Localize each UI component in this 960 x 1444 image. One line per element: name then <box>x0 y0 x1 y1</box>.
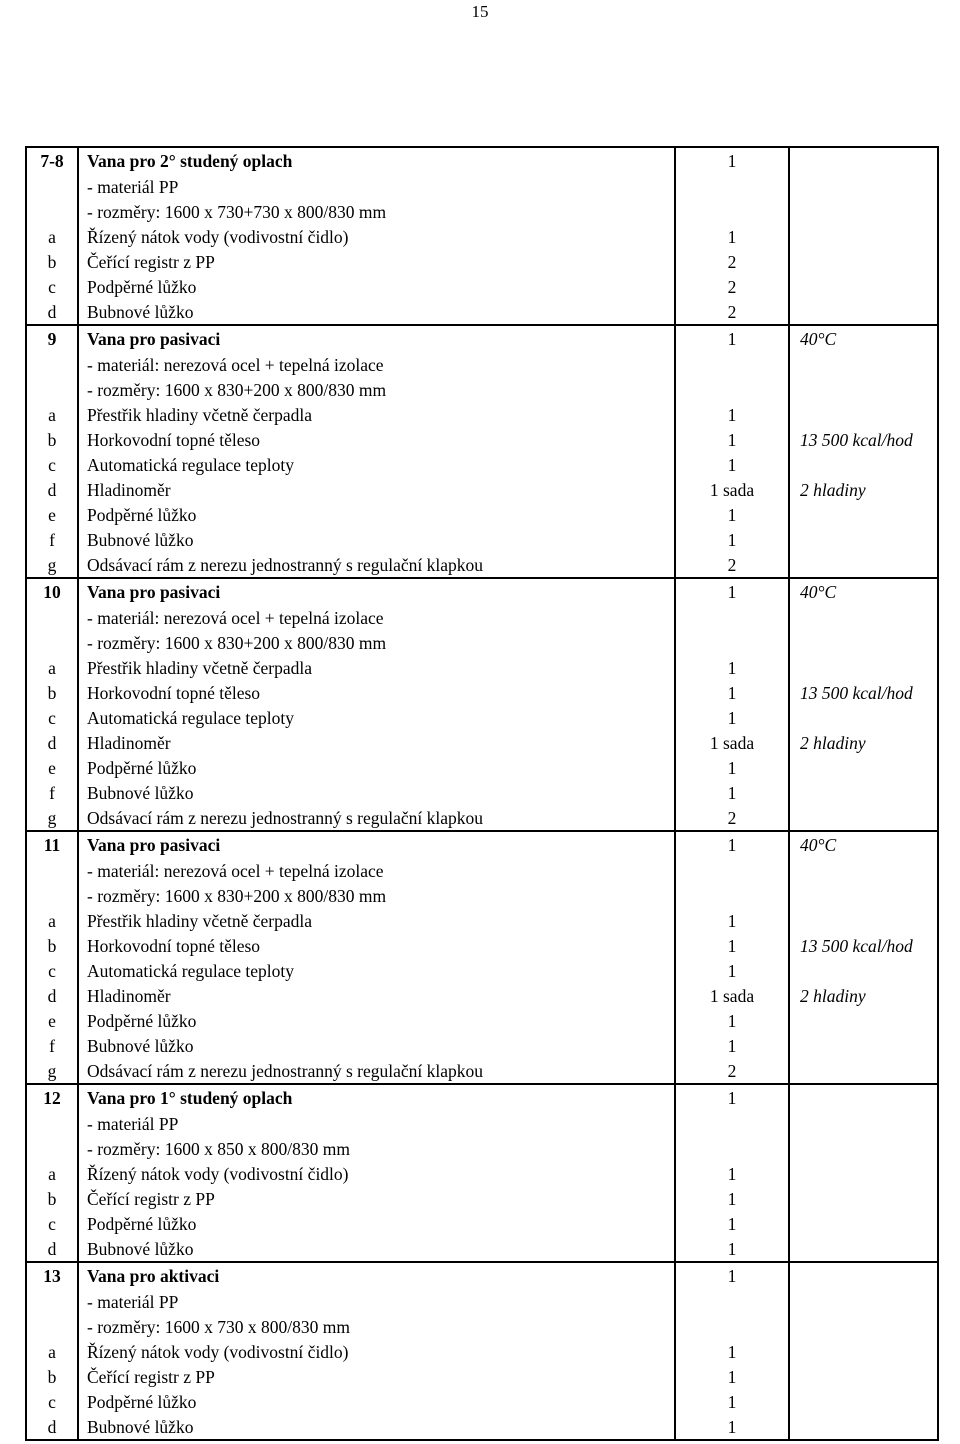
row-id-cell: d <box>26 477 78 502</box>
table-row-section-header <box>26 1084 938 1111</box>
row-item-cell: Bubnové lůžko <box>78 527 675 552</box>
equipment-table <box>25 146 939 1441</box>
row-qty-cell: 2 <box>675 552 789 578</box>
row-item-cell: Odsávací rám z nerezu jednostranný s regulační klapkou <box>78 552 675 578</box>
row-qty-cell <box>675 199 789 224</box>
row-qty-cell <box>675 352 789 377</box>
row-item-cell: Vana pro 2° studený oplach <box>78 147 675 174</box>
table-row <box>26 1211 938 1236</box>
row-id-cell: g <box>26 805 78 831</box>
row-id-cell: a <box>26 402 78 427</box>
row-item-cell: Přestřik hladiny včetně čerpadla <box>78 908 675 933</box>
row-qty-cell <box>675 883 789 908</box>
row-note-cell <box>789 174 938 199</box>
row-qty-cell: 2 <box>675 299 789 325</box>
row-qty-cell: 1 <box>675 908 789 933</box>
row-qty-cell: 1 <box>675 402 789 427</box>
table-row <box>26 1033 938 1058</box>
row-id-cell: e <box>26 755 78 780</box>
row-qty-cell: 1 sada <box>675 983 789 1008</box>
row-id-cell: c <box>26 705 78 730</box>
row-note-cell <box>789 502 938 527</box>
row-item-cell: Horkovodní topné těleso <box>78 680 675 705</box>
row-item-cell: Řízený nátok vody (vodivostní čidlo) <box>78 1161 675 1186</box>
row-qty-cell: 1 <box>675 1339 789 1364</box>
row-qty-cell: 1 <box>675 780 789 805</box>
row-item-cell: Podpěrné lůžko <box>78 1389 675 1414</box>
row-id-cell: g <box>26 1058 78 1084</box>
table-row <box>26 427 938 452</box>
row-id-cell: a <box>26 224 78 249</box>
row-item-cell: Čeřící registr z PP <box>78 1364 675 1389</box>
row-note-cell <box>789 655 938 680</box>
row-item-cell: - rozměry: 1600 x 730 x 800/830 mm <box>78 1314 675 1339</box>
row-note-cell: 40°C <box>789 831 938 858</box>
table-row <box>26 958 938 983</box>
row-id-cell <box>26 1136 78 1161</box>
row-item-cell: Bubnové lůžko <box>78 1236 675 1262</box>
row-note-cell <box>789 452 938 477</box>
row-note-cell <box>789 249 938 274</box>
row-item-cell: Vana pro 1° studený oplach <box>78 1084 675 1111</box>
row-note-cell: 2 hladiny <box>789 730 938 755</box>
row-note-cell <box>789 402 938 427</box>
row-note-cell <box>789 1084 938 1111</box>
table-row <box>26 377 938 402</box>
row-item-cell: - materiál PP <box>78 1289 675 1314</box>
row-id-cell: c <box>26 452 78 477</box>
row-note-cell <box>789 805 938 831</box>
row-qty-cell: 1 <box>675 1186 789 1211</box>
row-note-cell: 2 hladiny <box>789 983 938 1008</box>
table-row <box>26 1008 938 1033</box>
row-id-cell: b <box>26 1364 78 1389</box>
row-id-cell: f <box>26 780 78 805</box>
row-qty-cell: 1 <box>675 1084 789 1111</box>
table-row <box>26 983 938 1008</box>
row-id-cell <box>26 630 78 655</box>
row-note-cell <box>789 1414 938 1440</box>
row-id-cell: e <box>26 1008 78 1033</box>
row-item-cell: - rozměry: 1600 x 830+200 x 800/830 mm <box>78 630 675 655</box>
row-id-cell: 12 <box>26 1084 78 1111</box>
row-id-cell <box>26 605 78 630</box>
row-note-cell: 13 500 kcal/hod <box>789 680 938 705</box>
row-note-cell <box>789 224 938 249</box>
row-note-cell <box>789 1161 938 1186</box>
page-number: 15 <box>471 2 489 21</box>
row-note-cell <box>789 1211 938 1236</box>
table-row <box>26 1314 938 1339</box>
row-id-cell: 11 <box>26 831 78 858</box>
row-item-cell: Čeřící registr z PP <box>78 249 675 274</box>
row-note-cell <box>789 908 938 933</box>
row-qty-cell <box>675 1289 789 1314</box>
row-qty-cell: 1 <box>675 1033 789 1058</box>
row-item-cell: Bubnové lůžko <box>78 1414 675 1440</box>
row-item-cell: Vana pro aktivaci <box>78 1262 675 1289</box>
row-note-cell: 13 500 kcal/hod <box>789 933 938 958</box>
table-row <box>26 755 938 780</box>
row-id-cell <box>26 352 78 377</box>
row-item-cell: - materiál PP <box>78 174 675 199</box>
row-note-cell <box>789 1314 938 1339</box>
row-id-cell: c <box>26 1211 78 1236</box>
row-note-cell <box>789 527 938 552</box>
row-qty-cell <box>675 605 789 630</box>
table-row <box>26 1161 938 1186</box>
row-id-cell: b <box>26 427 78 452</box>
row-note-cell <box>789 1339 938 1364</box>
row-note-cell <box>789 352 938 377</box>
row-qty-cell: 1 <box>675 527 789 552</box>
row-item-cell: Přestřik hladiny včetně čerpadla <box>78 402 675 427</box>
row-qty-cell: 1 <box>675 755 789 780</box>
row-qty-cell: 1 <box>675 958 789 983</box>
row-item-cell: - materiál PP <box>78 1111 675 1136</box>
table-row <box>26 730 938 755</box>
row-note-cell <box>789 705 938 730</box>
row-qty-cell: 1 <box>675 1262 789 1289</box>
row-note-cell <box>789 958 938 983</box>
table-row <box>26 502 938 527</box>
row-note-cell <box>789 199 938 224</box>
row-id-cell <box>26 883 78 908</box>
row-id-cell: a <box>26 908 78 933</box>
row-note-cell <box>789 1389 938 1414</box>
row-id-cell: b <box>26 680 78 705</box>
row-item-cell: Automatická regulace teploty <box>78 452 675 477</box>
row-qty-cell: 1 <box>675 680 789 705</box>
row-qty-cell: 1 <box>675 147 789 174</box>
row-note-cell <box>789 1364 938 1389</box>
row-qty-cell: 1 <box>675 1414 789 1440</box>
row-qty-cell: 1 <box>675 1161 789 1186</box>
row-item-cell: Řízený nátok vody (vodivostní čidlo) <box>78 224 675 249</box>
row-qty-cell: 1 <box>675 705 789 730</box>
row-item-cell: Přestřik hladiny včetně čerpadla <box>78 655 675 680</box>
row-id-cell: a <box>26 1339 78 1364</box>
table-row <box>26 1058 938 1084</box>
row-qty-cell: 1 <box>675 578 789 605</box>
table-row <box>26 1339 938 1364</box>
table-row <box>26 655 938 680</box>
row-qty-cell: 1 <box>675 427 789 452</box>
row-item-cell: Automatická regulace teploty <box>78 958 675 983</box>
row-id-cell: a <box>26 1161 78 1186</box>
row-qty-cell: 1 <box>675 1389 789 1414</box>
row-id-cell: d <box>26 1414 78 1440</box>
table-row <box>26 1414 938 1440</box>
row-note-cell <box>789 1111 938 1136</box>
table-row <box>26 174 938 199</box>
row-id-cell: c <box>26 274 78 299</box>
row-id-cell: c <box>26 1389 78 1414</box>
row-id-cell <box>26 1289 78 1314</box>
table-row <box>26 274 938 299</box>
row-note-cell <box>789 1136 938 1161</box>
row-item-cell: Podpěrné lůžko <box>78 1211 675 1236</box>
row-item-cell: Řízený nátok vody (vodivostní čidlo) <box>78 1339 675 1364</box>
table-row <box>26 199 938 224</box>
row-note-cell: 40°C <box>789 325 938 352</box>
row-item-cell: Bubnové lůžko <box>78 299 675 325</box>
row-note-cell <box>789 883 938 908</box>
row-qty-cell: 1 <box>675 502 789 527</box>
table-row-section-header <box>26 578 938 605</box>
row-item-cell: - materiál: nerezová ocel + tepelná izolace <box>78 352 675 377</box>
row-note-cell <box>789 1186 938 1211</box>
row-item-cell: Bubnové lůžko <box>78 780 675 805</box>
table-row <box>26 477 938 502</box>
row-id-cell <box>26 199 78 224</box>
row-item-cell: Odsávací rám z nerezu jednostranný s regulační klapkou <box>78 805 675 831</box>
row-item-cell: Automatická regulace teploty <box>78 705 675 730</box>
row-qty-cell <box>675 1314 789 1339</box>
table-row <box>26 680 938 705</box>
row-note-cell <box>789 274 938 299</box>
row-note-cell <box>789 1236 938 1262</box>
row-id-cell: e <box>26 502 78 527</box>
row-note-cell <box>789 299 938 325</box>
row-id-cell: d <box>26 983 78 1008</box>
row-note-cell <box>789 1262 938 1289</box>
table-row <box>26 705 938 730</box>
row-qty-cell: 2 <box>675 1058 789 1084</box>
row-note-cell: 2 hladiny <box>789 477 938 502</box>
row-id-cell: b <box>26 249 78 274</box>
row-qty-cell: 1 <box>675 1364 789 1389</box>
row-item-cell: - rozměry: 1600 x 830+200 x 800/830 mm <box>78 377 675 402</box>
row-item-cell: - materiál: nerezová ocel + tepelná izolace <box>78 858 675 883</box>
table-row <box>26 1236 938 1262</box>
table-row <box>26 249 938 274</box>
row-item-cell: Podpěrné lůžko <box>78 755 675 780</box>
row-qty-cell: 1 <box>675 655 789 680</box>
row-item-cell: Vana pro pasivaci <box>78 325 675 352</box>
equipment-table-body <box>26 147 938 1440</box>
table-row <box>26 452 938 477</box>
row-item-cell: Horkovodní topné těleso <box>78 933 675 958</box>
row-qty-cell: 1 <box>675 1236 789 1262</box>
table-row <box>26 1364 938 1389</box>
row-id-cell: 7-8 <box>26 147 78 174</box>
row-note-cell <box>789 630 938 655</box>
row-qty-cell: 1 sada <box>675 730 789 755</box>
row-id-cell <box>26 377 78 402</box>
row-note-cell <box>789 147 938 174</box>
table-row-section-header <box>26 1262 938 1289</box>
row-id-cell <box>26 858 78 883</box>
table-row <box>26 780 938 805</box>
row-note-cell <box>789 1058 938 1084</box>
row-id-cell <box>26 1314 78 1339</box>
table-row <box>26 1186 938 1211</box>
table-row <box>26 402 938 427</box>
table-row <box>26 552 938 578</box>
row-id-cell <box>26 1111 78 1136</box>
table-row <box>26 1289 938 1314</box>
row-item-cell: Vana pro pasivaci <box>78 831 675 858</box>
table-row <box>26 605 938 630</box>
table-row <box>26 1389 938 1414</box>
table-row <box>26 630 938 655</box>
row-id-cell: g <box>26 552 78 578</box>
row-note-cell <box>789 552 938 578</box>
row-id-cell: f <box>26 527 78 552</box>
row-id-cell: d <box>26 1236 78 1262</box>
row-item-cell: Odsávací rám z nerezu jednostranný s regulační klapkou <box>78 1058 675 1084</box>
table-row <box>26 858 938 883</box>
row-item-cell: Hladinoměr <box>78 983 675 1008</box>
row-qty-cell <box>675 1111 789 1136</box>
table-row <box>26 1111 938 1136</box>
row-id-cell: 10 <box>26 578 78 605</box>
row-item-cell: Čeřící registr z PP <box>78 1186 675 1211</box>
row-qty-cell: 1 <box>675 831 789 858</box>
table-row-section-header <box>26 831 938 858</box>
row-qty-cell: 1 <box>675 325 789 352</box>
row-note-cell <box>789 1033 938 1058</box>
table-row <box>26 352 938 377</box>
row-item-cell: Vana pro pasivaci <box>78 578 675 605</box>
table-row-section-header <box>26 325 938 352</box>
table-row <box>26 299 938 325</box>
row-note-cell <box>789 377 938 402</box>
row-item-cell: Hladinoměr <box>78 477 675 502</box>
row-id-cell <box>26 174 78 199</box>
row-note-cell <box>789 1008 938 1033</box>
row-item-cell: Hladinoměr <box>78 730 675 755</box>
row-item-cell: - rozměry: 1600 x 730+730 x 800/830 mm <box>78 199 675 224</box>
row-item-cell: Podpěrné lůžko <box>78 502 675 527</box>
row-note-cell: 40°C <box>789 578 938 605</box>
row-id-cell: f <box>26 1033 78 1058</box>
row-id-cell: 13 <box>26 1262 78 1289</box>
row-qty-cell <box>675 858 789 883</box>
row-item-cell: - materiál: nerezová ocel + tepelná izolace <box>78 605 675 630</box>
row-id-cell: a <box>26 655 78 680</box>
row-note-cell <box>789 858 938 883</box>
row-item-cell: Horkovodní topné těleso <box>78 427 675 452</box>
table-row <box>26 224 938 249</box>
row-id-cell: 9 <box>26 325 78 352</box>
row-qty-cell <box>675 174 789 199</box>
row-note-cell <box>789 780 938 805</box>
row-note-cell <box>789 605 938 630</box>
row-item-cell: Podpěrné lůžko <box>78 1008 675 1033</box>
table-row <box>26 527 938 552</box>
table-row <box>26 1136 938 1161</box>
table-row <box>26 805 938 831</box>
row-qty-cell: 2 <box>675 274 789 299</box>
row-qty-cell: 1 <box>675 224 789 249</box>
row-item-cell: Podpěrné lůžko <box>78 274 675 299</box>
row-qty-cell: 1 <box>675 1008 789 1033</box>
row-qty-cell <box>675 377 789 402</box>
row-id-cell: d <box>26 730 78 755</box>
row-qty-cell: 1 <box>675 933 789 958</box>
row-id-cell: d <box>26 299 78 325</box>
row-note-cell: 13 500 kcal/hod <box>789 427 938 452</box>
row-qty-cell: 2 <box>675 805 789 831</box>
row-note-cell <box>789 1289 938 1314</box>
row-qty-cell: 1 <box>675 1211 789 1236</box>
table-row <box>26 883 938 908</box>
row-item-cell: - rozměry: 1600 x 850 x 800/830 mm <box>78 1136 675 1161</box>
row-qty-cell: 1 <box>675 452 789 477</box>
row-item-cell: - rozměry: 1600 x 830+200 x 800/830 mm <box>78 883 675 908</box>
table-row <box>26 933 938 958</box>
row-id-cell: c <box>26 958 78 983</box>
row-qty-cell: 2 <box>675 249 789 274</box>
row-qty-cell <box>675 630 789 655</box>
row-qty-cell <box>675 1136 789 1161</box>
row-qty-cell: 1 sada <box>675 477 789 502</box>
row-id-cell: b <box>26 1186 78 1211</box>
table-row-section-header <box>26 147 938 174</box>
table-row <box>26 908 938 933</box>
row-note-cell <box>789 755 938 780</box>
row-item-cell: Bubnové lůžko <box>78 1033 675 1058</box>
row-id-cell: b <box>26 933 78 958</box>
